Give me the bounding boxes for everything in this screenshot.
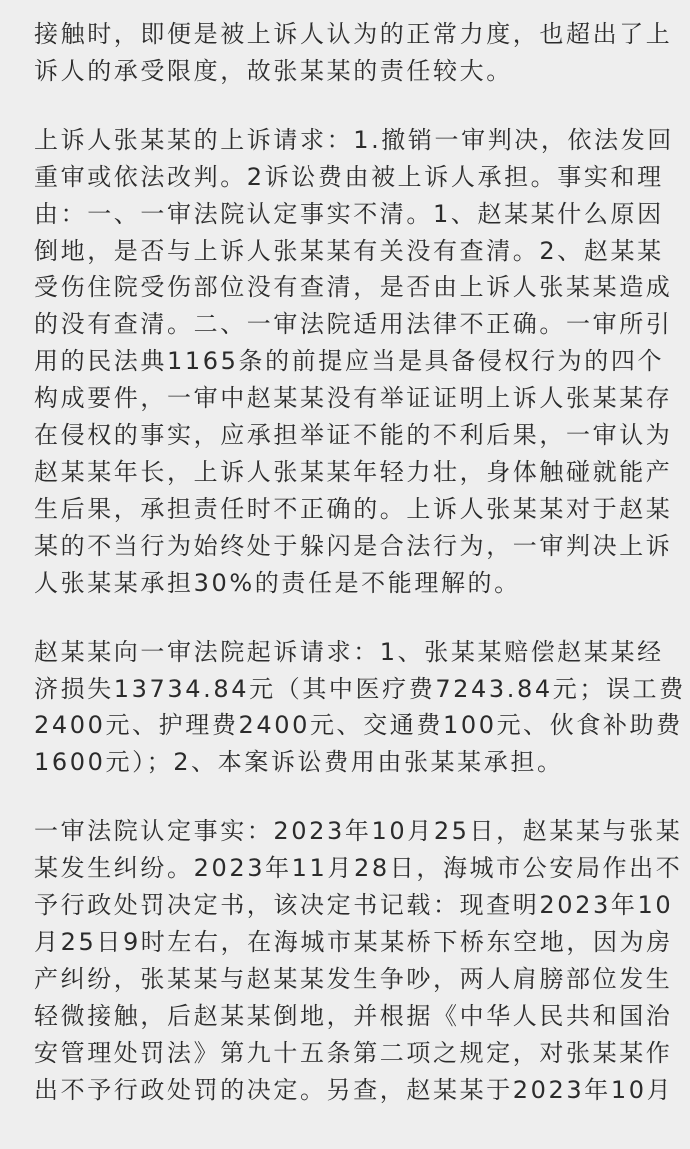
text-line: 在侵权的事实，应承担举证不能的不利后果，一审认为 <box>34 421 673 450</box>
text-line: 一审法院认定事实：2023年10月25日，赵某某与张某 <box>34 817 683 846</box>
text-line: 生后果，承担责任时不正确的。上诉人张某某对于赵某 <box>34 494 673 523</box>
text-line: 接触时，即便是被上诉人认为的正常力度，也超出了上 <box>34 20 673 48</box>
paragraph-1 <box>34 16 673 90</box>
text-line: 的没有查清。二、一审法院适用法律不正确。一审所引 <box>34 310 673 339</box>
paragraph-facts-found <box>34 813 683 1108</box>
text-line: 构成要件，一审中赵某某没有举证证明上诉人张某某存 <box>34 384 673 413</box>
text-line: 出不予行政处罚的决定。另查，赵某某于2023年10月 <box>34 1075 674 1104</box>
text-line: 1600元）；2、本案诉讼费用由张某某承担。 <box>34 748 564 777</box>
text-line: 2400元、护理费2400元、交通费100元、伙食补助费 <box>34 711 683 740</box>
paragraph-appeal-request <box>34 122 674 602</box>
text-line: 予行政处罚决定书，该决定书记载：现查明2023年10 <box>34 891 674 920</box>
text-line: 人张某某承担30%的责任是不能理解的。 <box>34 568 521 597</box>
text-line: 月25日9时左右，在海城市某某桥下桥东空地，因为房 <box>34 927 673 956</box>
text-line: 轻微接触，后赵某某倒地，并根据《中华人民共和国治 <box>34 1001 673 1030</box>
text-line: 赵某某年长，上诉人张某某年轻力壮，身体触碰就能产 <box>34 457 673 486</box>
text-line: 上诉人张某某的上诉请求：1.撤销一审判决，依法发回 <box>34 125 674 154</box>
text-line: 安管理处罚法》第九十五条第二项之规定，对张某某作 <box>34 1038 673 1067</box>
text-line: 某发生纠纷。2023年11月28日，海城市公安局作出不 <box>34 854 683 883</box>
text-line: 用的民法典1165条的前提应当是具备侵权行为的四个 <box>34 347 665 376</box>
text-line: 某的不当行为始终处于躲闪是合法行为，一审判决上诉 <box>34 531 673 560</box>
text-line: 赵某某向一审法院起诉请求：1、张某某赔偿赵某某经 <box>34 637 664 666</box>
text-line: 诉人的承受限度，故张某某的责任较大。 <box>34 56 513 85</box>
text-line: 产纠纷，张某某与赵某某发生争吵，两人肩膀部位发生 <box>34 964 673 993</box>
text-line: 济损失13734.84元（其中医疗费7243.84元；误工费 <box>34 674 686 703</box>
text-line: 倒地，是否与上诉人张某某有关没有查清。2、赵某某 <box>34 236 664 265</box>
text-line: 重审或依法改判。2诉讼费由被上诉人承担。事实和理 <box>34 162 664 191</box>
paragraph-first-instance-claim <box>34 634 686 782</box>
text-line: 由：一、一审法院认定事实不清。1、赵某某什么原因 <box>34 199 664 228</box>
text-line: 受伤住院受伤部位没有查清，是否由上诉人张某某造成 <box>34 273 673 302</box>
